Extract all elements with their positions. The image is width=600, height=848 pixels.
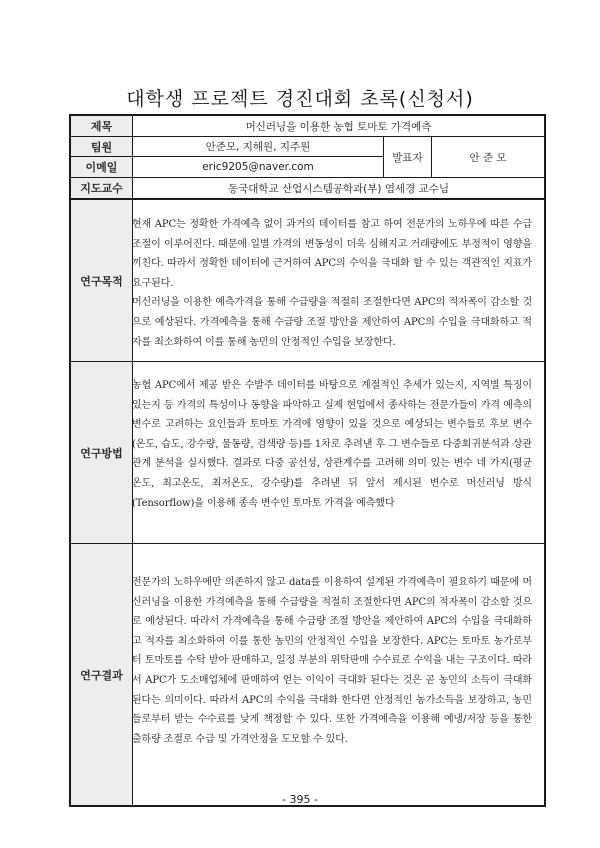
email-value: eric9205@naver.com (202, 161, 314, 173)
section-body-purpose (132, 215, 532, 352)
paragraph: 농협 APC에서 제공 받은 수발주 데이터를 바탕으로 계절적인 추세가 있는지, 지역별 특징이 있는지 등 가격의 특성이나 동향을 파악하고 실제 현업에서 종사하는 전문가들이 가격 예측의 변수로 고려하는 요인들과 토마토 가격에 영향이 있을 것으로 예상되는 변수들로 후보 변수(온도, 습도, 강수량, 물동량, 검색량 등)를 1차로 추려낸 후 그 변수들로 다중회귀분석과 상관관계 분석을 실시했다. 결과로 다중 공선성, 상관계수를 고려해 의미 있는 변수 네 가지(평균온도, 최고온도, 최저온도, 강수량)를 추려낸 뒤 앞서 제시된 변수로 머신러닝 방식(Tensorflow)을 이용해 종속 변수인 토마토 가격을 예측했다 (132, 380, 532, 509)
paragraph: 전문가의 노하우에만 의존하지 않고 data를 이용하여 설계된 가격예측이 필요하기 때문에 머신러닝을 이용한 가격예측을 통해 수급량을 적절히 조절한다면 APC의 적자폭이 감소할 것으로 예상된다. 따라서 가격예측을 통해 수급량 조절 방안을 제안하여 APC의 수입을 극대화하고 적자를 최소화하여 이를 통한 농민의 안정적인 수입을 보장한다. APC는 토마토 농가로부터 토마토를 수탁 받아 판매하고, 일정 부분의 위탁판매 수수료로 수익을 내는 구조이다. 따라서 APC가 도소매업체에 판매하여 얻는 이익이 극대화 된다는 것은 곧 농민의 소득이 극대화된다는 의미이다. 따라서 APC의 수익을 극대화 한다면 안정적인 농가소득을 보장하고, 농민들로부터 받는 수수료를 낮게 책정할 수 있다. 또한 가격예측을 이용해 예냉/저장 등을 통한 출하량 조절로 수급 및 가격안정을 도모할 수 있다. (132, 577, 532, 745)
section-body-result (132, 573, 532, 749)
section-body-method (132, 376, 532, 513)
subject-label: 제목 (71, 116, 132, 136)
document-title: 대학생 프로젝트 경진대회 초록(신청서) (126, 88, 474, 110)
row-divider (69, 361, 546, 362)
subject-value: 머신러닝을 이용한 농협 토마토 가격예측 (245, 120, 432, 133)
presenter-value: 안 준 모 (469, 151, 507, 164)
page-number: - 395 - (282, 793, 318, 806)
advisor-value: 동국대학교 산업시스템공학과(부) 염세경 교수님 (227, 182, 450, 195)
paragraph: 머신러닝을 이용한 예측가격을 통해 수급량을 적절히 조절한다면 APC의 적자폭이 감소할 것으로 예상된다. 가격예측을 통해 수급량 조절 방안을 제안하여 APC의 수입을 극대화하고 적자를 최소화하여 이를 통해 농민의 안정적인 수입을 보장한다. (132, 297, 532, 348)
email-label: 이메일 (71, 157, 132, 177)
row-divider (69, 543, 546, 544)
paragraph: 현재 APC는 정확한 가격예측 없이 과거의 데이터를 참고 하여 전문가의 노하우에 따른 수급조절이 이루어진다. 때문에 일별 가격의 변동성이 더욱 심해지고 거래량에도 부정적이 영향을 끼친다. 따라서 정확한 데이터에 근거하여 APC의 수익을 극대화 할 수 있는 객관적인 지표가 요구된다. (132, 219, 532, 289)
team-value: 안준모, 지해원, 지주원 (205, 141, 311, 153)
section-label-result: 연구결과 (71, 544, 132, 805)
presenter-label: 발표자 (392, 151, 423, 164)
section-label-purpose: 연구목적 (71, 200, 132, 361)
section-label-method: 연구방법 (71, 362, 132, 543)
row-divider (69, 198, 546, 200)
advisor-label: 지도교수 (71, 178, 132, 198)
team-label: 팀원 (71, 137, 132, 156)
